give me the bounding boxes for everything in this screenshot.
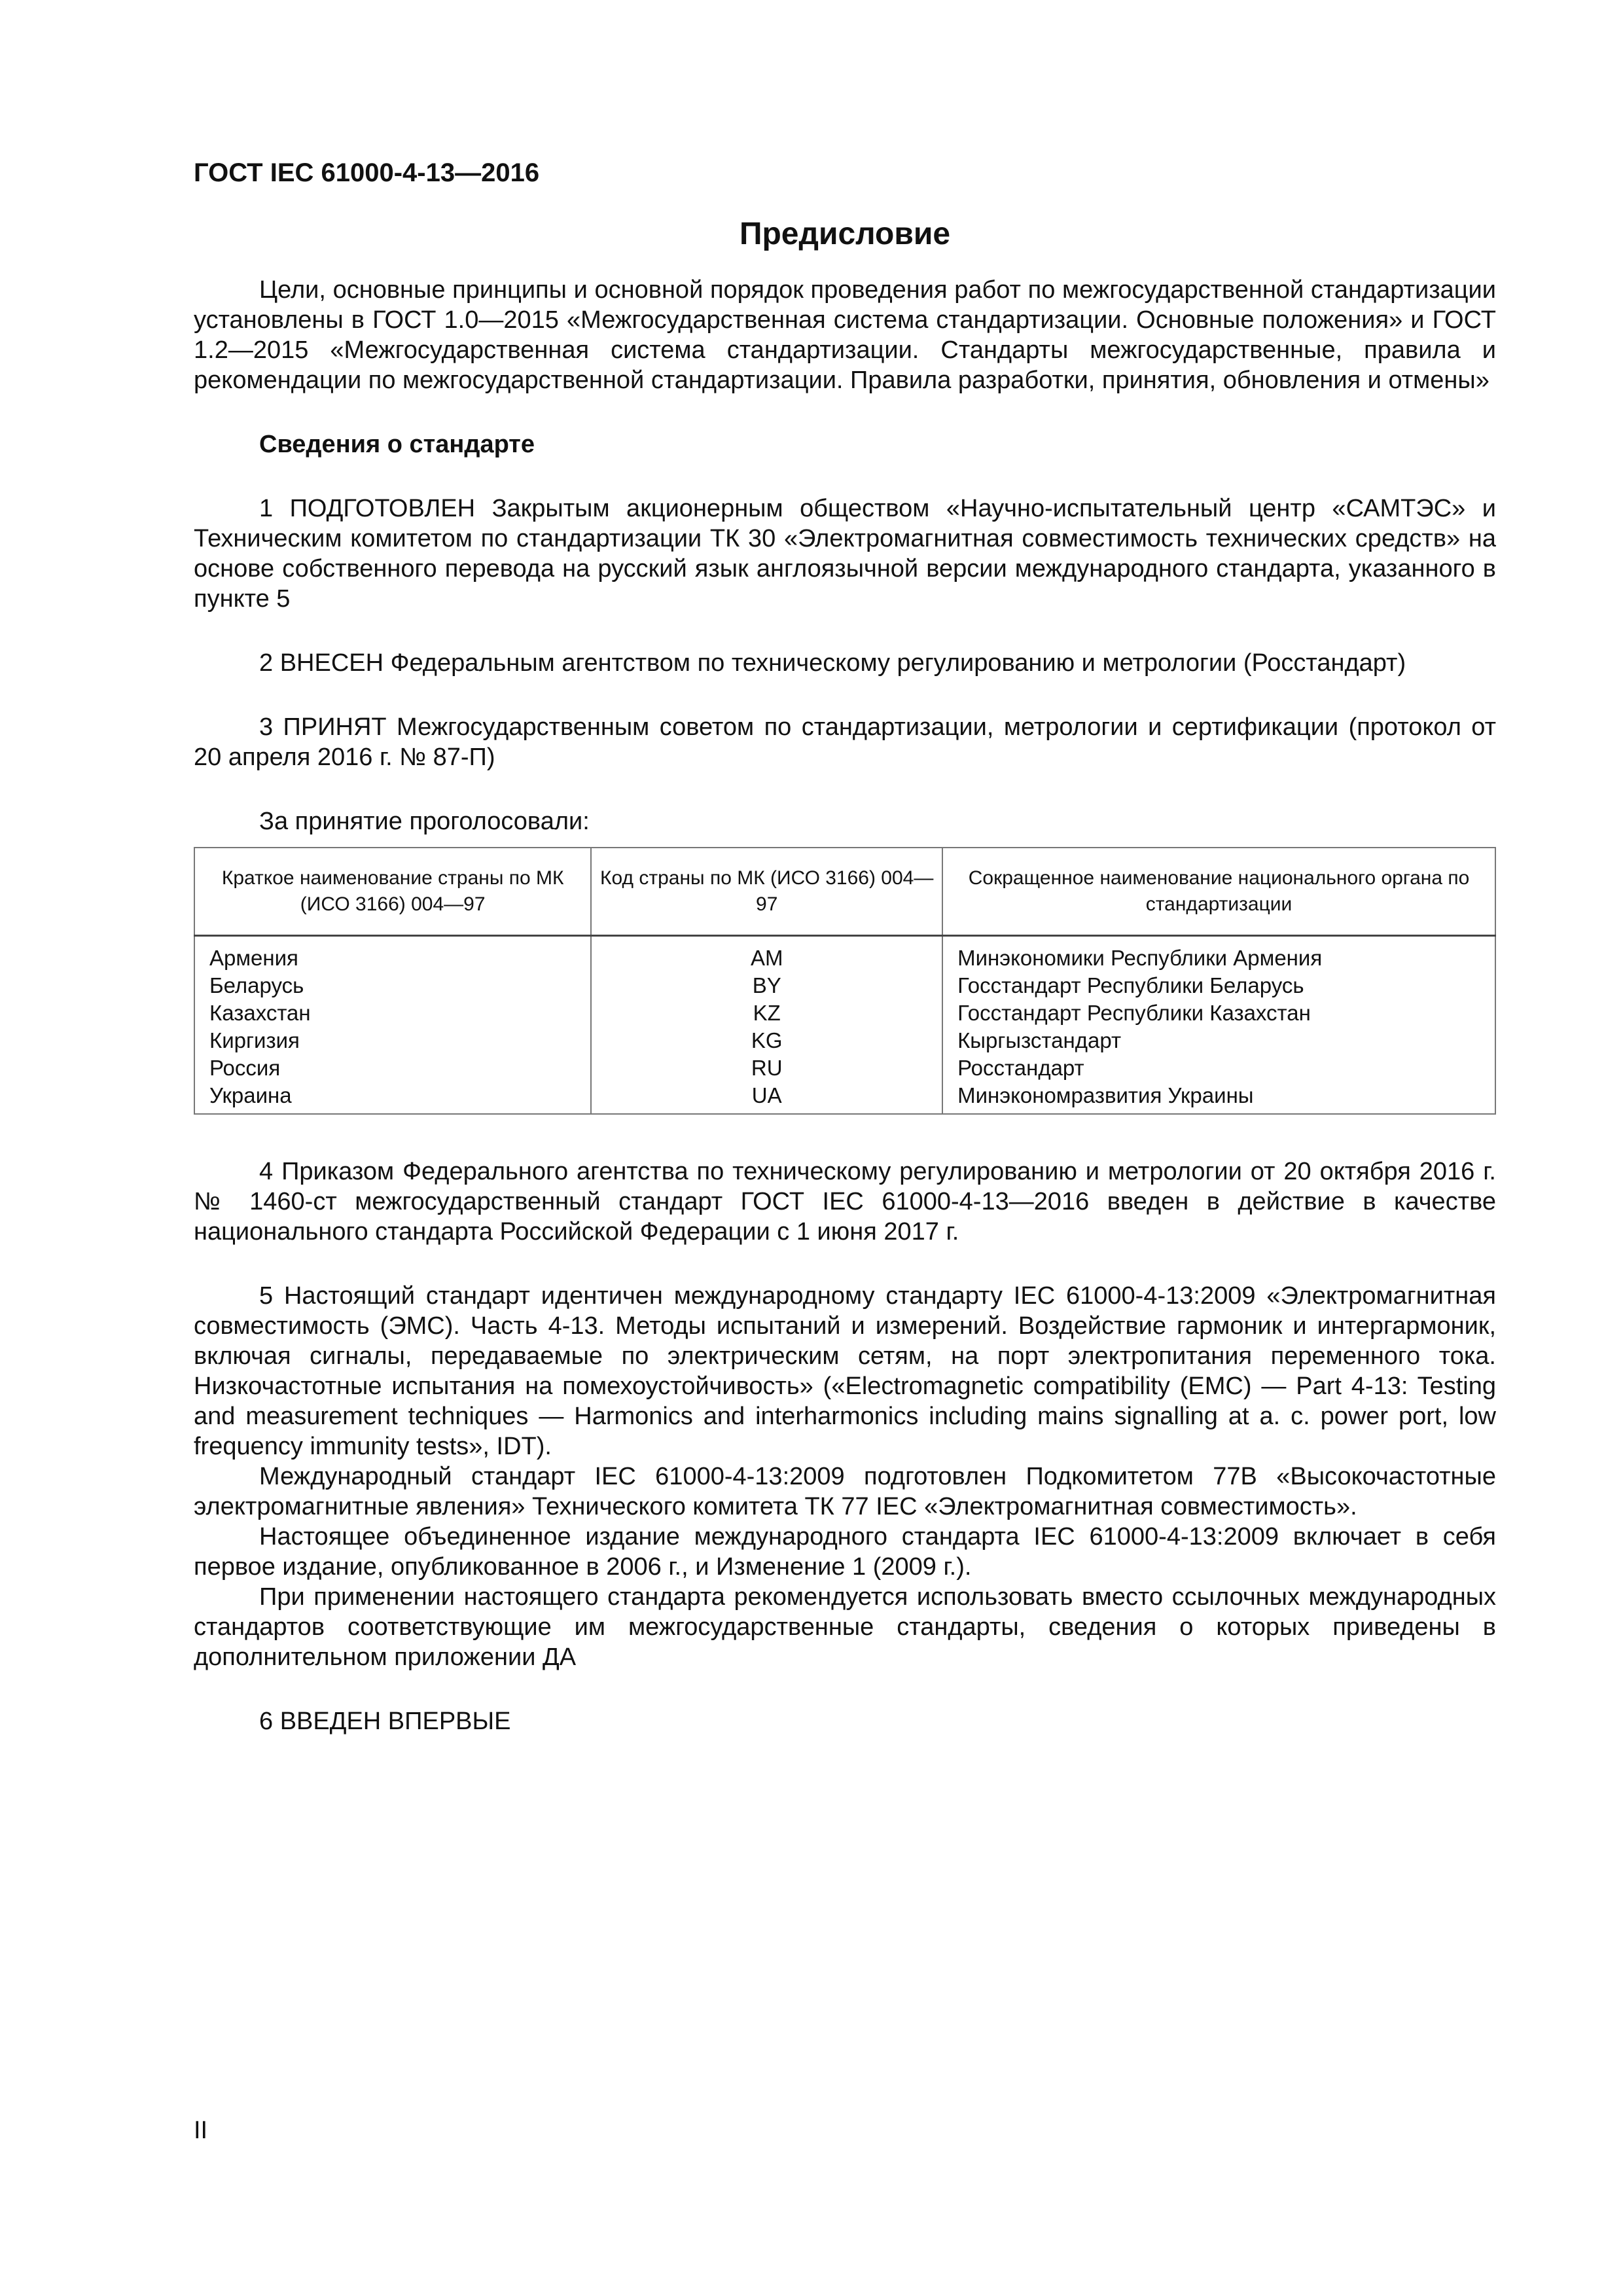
item-6-introduced: 6 ВВЕДЕН ВПЕРВЫЕ <box>259 1708 511 1735</box>
document-page <box>194 157 1496 1736</box>
national-body-cell: Госстандарт Республики Беларусь <box>942 972 1495 999</box>
table-row <box>194 999 1495 1027</box>
national-body-cell: Минэкономики Республики Армения <box>942 936 1495 973</box>
column-header-national-body: Сокращенное наименование национального органа по стандартизации <box>942 848 1495 936</box>
column-header-country-name: Краткое наименование страны по МК (ИСО 3166) 004—97 <box>194 848 591 936</box>
standard-info-heading: Сведения о стандарте <box>259 431 535 458</box>
page-number: II <box>194 2117 208 2144</box>
column-header-country-code: Код страны по МК (ИСО 3166) 004—97 <box>591 848 942 936</box>
country-name-cell: Беларусь <box>194 972 591 999</box>
table-row <box>194 1054 1495 1082</box>
country-code-cell: KZ <box>591 999 942 1027</box>
item-4-order: 4 Приказом Федерального агентства по техническому регулированию и метрологии от 20 октября 2016 г. № 1460-ст межгосударственный стандарт ГОСТ IEC 61000-4-13—2016 введен в действие в качестве национального стандарта Российской Федерации с 1 июня 2017 г. <box>194 1158 1496 1246</box>
country-name-cell: Россия <box>194 1054 591 1082</box>
table-row <box>194 1027 1495 1054</box>
item-5-references-note: При применении настоящего стандарта рекомендуется использовать вместо ссылочных международных стандартов соответствующие им межгосударственные стандарты, сведения о которых приведены в дополнительном приложении ДА <box>194 1583 1496 1671</box>
standard-code-header: ГОСТ IEC 61000-4-13—2016 <box>194 158 540 187</box>
table-row <box>194 972 1495 999</box>
country-name-cell: Украина <box>194 1082 591 1114</box>
intro-paragraph: Цели, основные принципы и основной порядок проведения работ по межгосударственной стандартизации установлены в ГОСТ 1.0—2015 «Межгосударственная система стандартизации. Основные положения» и ГОСТ 1.2—2015 «Межгосударственная система стандартизации. Стандарты межгосударственные, правила и рекомендации по межгосударственной стандартизации. Правила разработки, принятия, обновления и отмены» <box>194 276 1496 394</box>
country-name-cell: Армения <box>194 936 591 973</box>
country-code-cell: AM <box>591 936 942 973</box>
country-code-cell: BY <box>591 972 942 999</box>
country-name-cell: Казахстан <box>194 999 591 1027</box>
item-3-adopted: 3 ПРИНЯТ Межгосударственным советом по стандартизации, метрологии и сертификации (протокол от 20 апреля 2016 г. № 87-П) <box>194 713 1496 771</box>
vote-caption: За принятие проголосовали: <box>259 808 590 835</box>
national-body-cell: Минэкономразвития Украины <box>942 1082 1495 1114</box>
page-title: Предисловие <box>739 217 951 251</box>
table-row <box>194 936 1495 973</box>
country-code-cell: KG <box>591 1027 942 1054</box>
item-5-combined-edition: Настоящее объединенное издание международного стандарта IEC 61000-4-13:2009 включает в себя первое издание, опубликованное в 2006 г., и Изменение 1 (2009 г.). <box>194 1523 1496 1581</box>
item-5-prepared-by: Международный стандарт IEC 61000-4-13:2009 подготовлен Подкомитетом 77В «Высокочастотные электромагнитные явления» Технического комитета ТК 77 IEC «Электромагнитная совместимость». <box>194 1463 1496 1520</box>
item-5-identical: 5 Настоящий стандарт идентичен международному стандарту IEC 61000-4-13:2009 «Электромагнитная совместимость (ЭМС). Часть 4-13. Методы испытаний и измерений. Воздействие гармоник и интергармоник, включая сигналы, передаваемые по электрическим сетям, на порт электропитания переменного тока. Низкочастотные испытания на помехоустойчивость» («Electromagnetic compatibility (EMC) — Part 4-13: Testing and measurement techniques — Harmonics and interharmonics including mains signalling at a. c. power port, low frequency immunity tests», IDT). <box>194 1282 1496 1460</box>
country-code-cell: RU <box>591 1054 942 1082</box>
table-header-row <box>194 848 1495 936</box>
country-name-cell: Киргизия <box>194 1027 591 1054</box>
voting-countries-table <box>194 847 1496 1115</box>
national-body-cell: Кыргызстандарт <box>942 1027 1495 1054</box>
national-body-cell: Росстандарт <box>942 1054 1495 1082</box>
item-1-prepared: 1 ПОДГОТОВЛЕН Закрытым акционерным обществом «Научно-испытательный центр «САМТЭС» и Техническим комитетом по стандартизации ТК 30 «Электромагнитная совместимость технических средств» на основе собственного перевода на русский язык англоязычной версии международного стандарта, указанного в пункте 5 <box>194 495 1496 613</box>
item-2-submitted: 2 ВНЕСЕН Федеральным агентством по техническому регулированию и метрологии (Росстандарт) <box>259 649 1406 677</box>
table-row <box>194 1082 1495 1114</box>
country-code-cell: UA <box>591 1082 942 1114</box>
national-body-cell: Госстандарт Республики Казахстан <box>942 999 1495 1027</box>
